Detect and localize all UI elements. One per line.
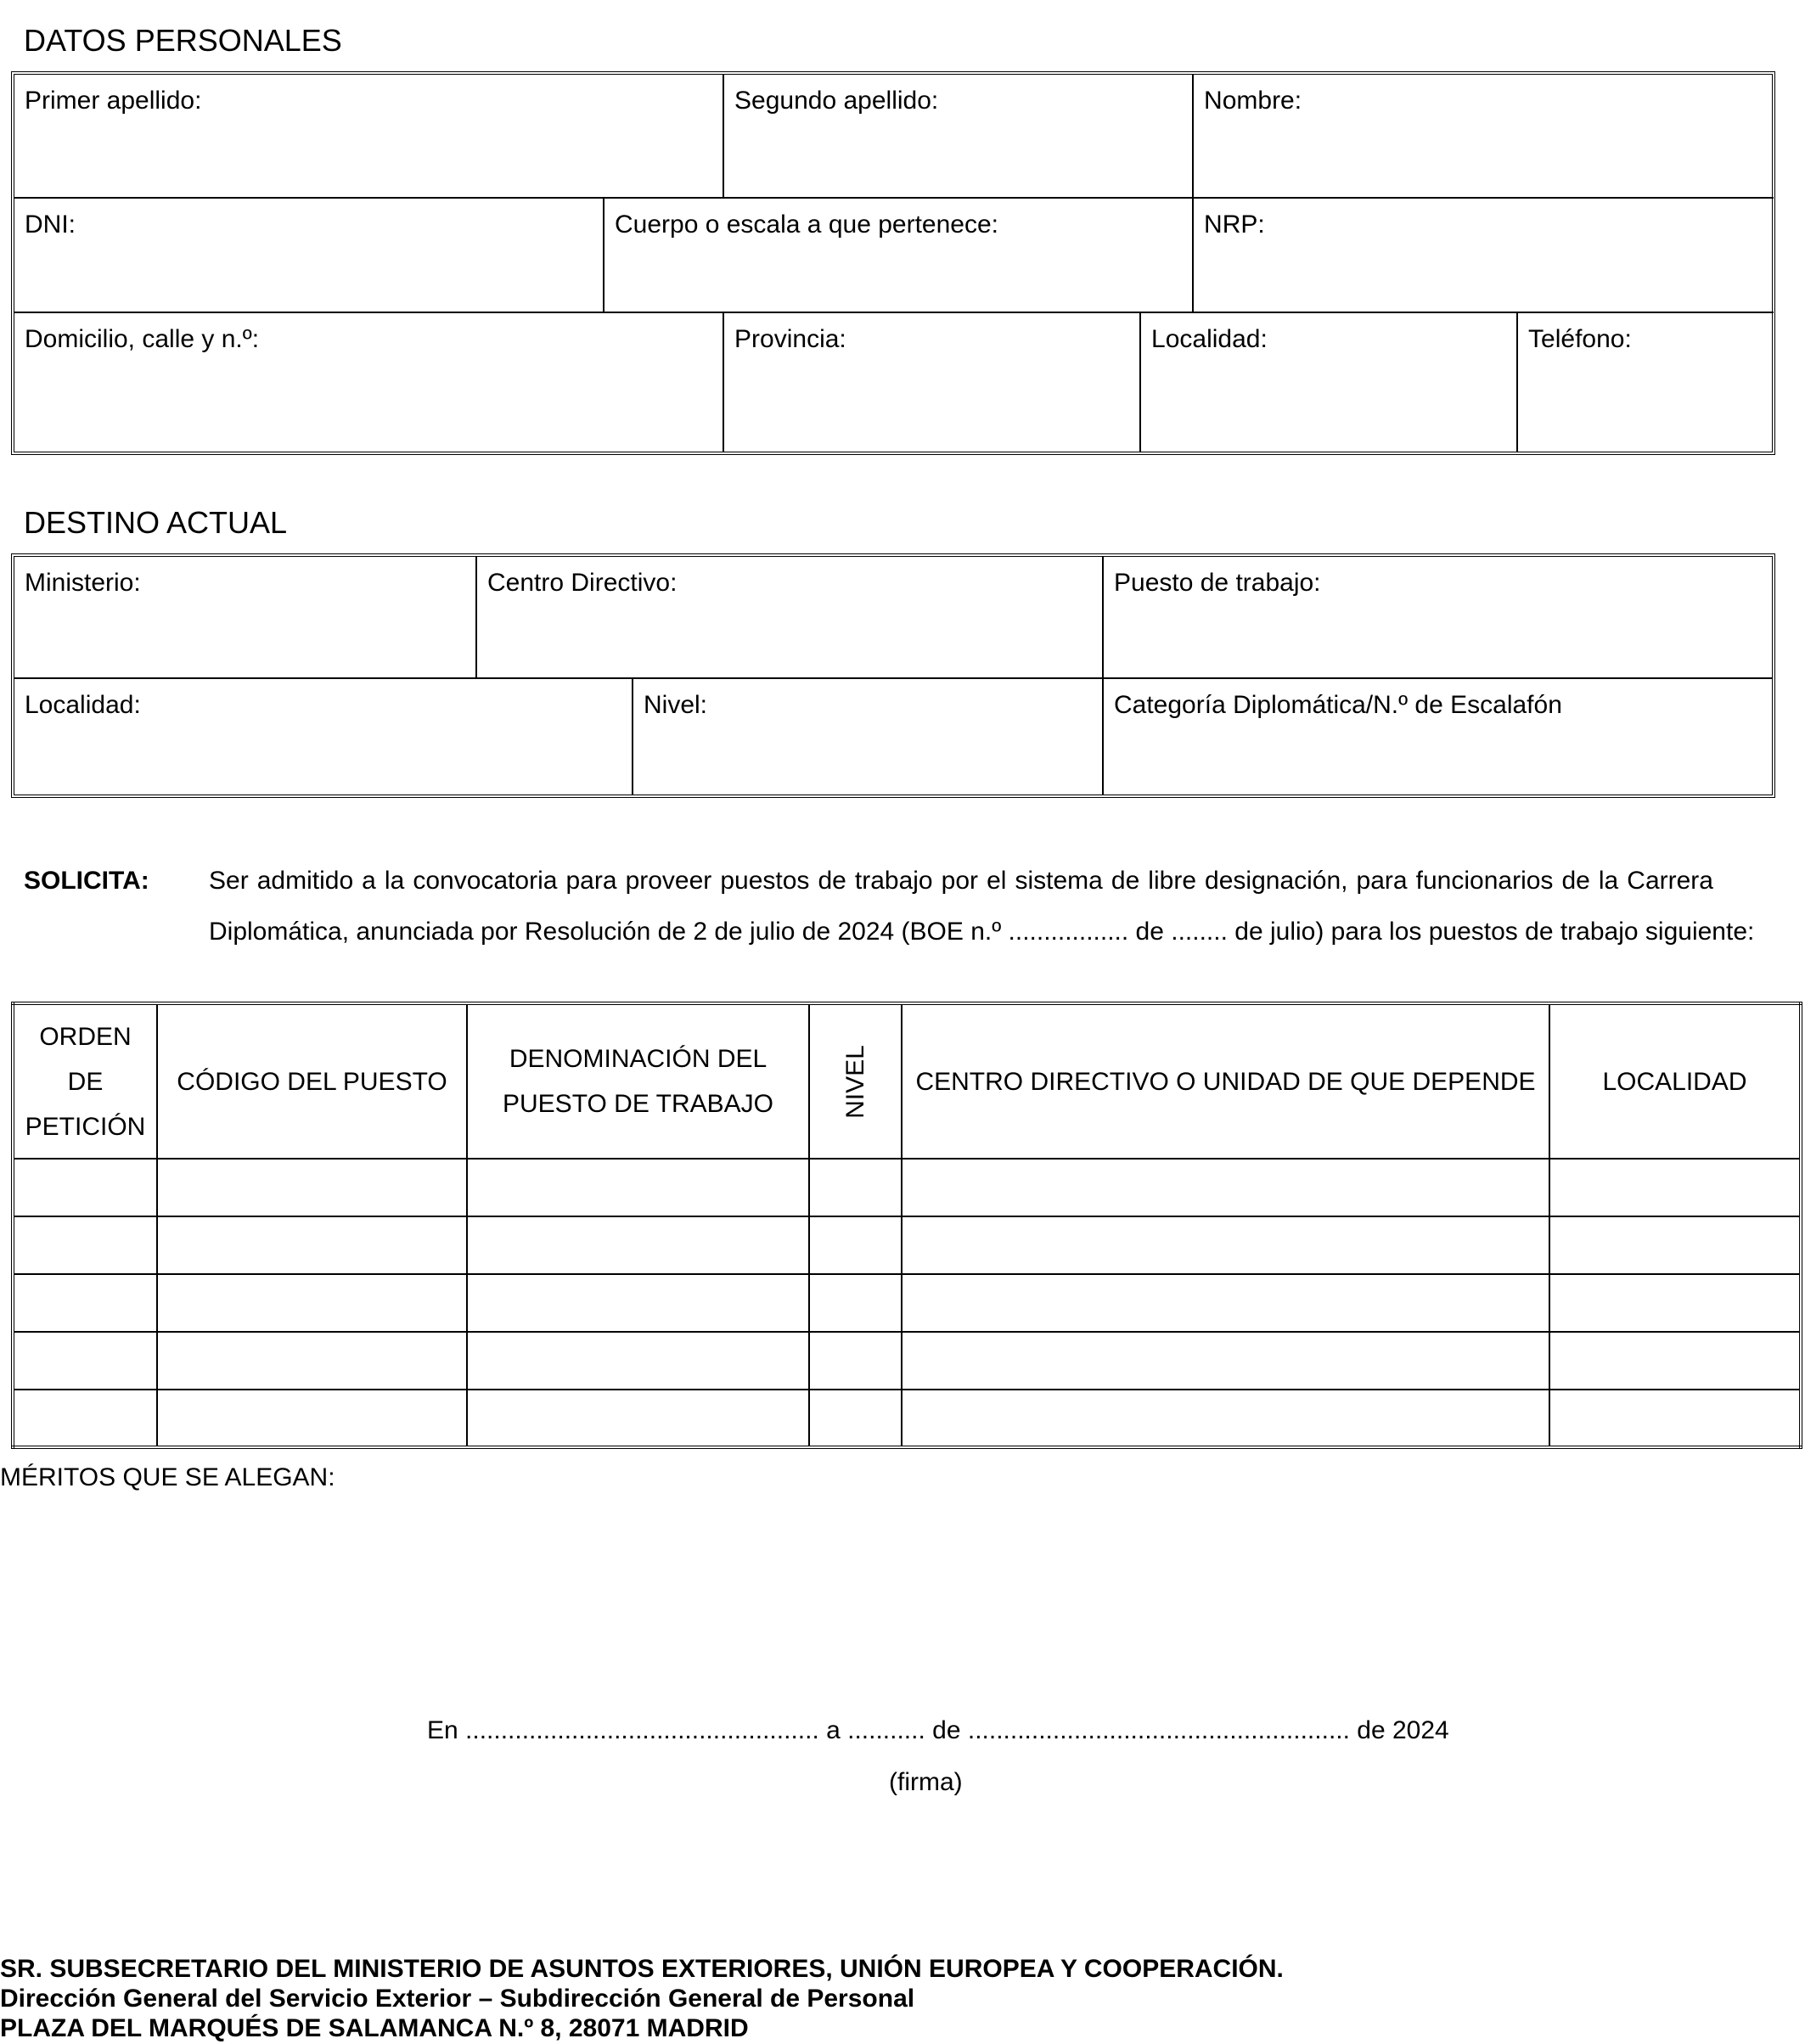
- localidad-destino-label: Localidad:: [25, 691, 141, 719]
- nivel-label: Nivel:: [644, 691, 708, 719]
- orden-header-line-1: ORDEN: [39, 1022, 132, 1051]
- destino-actual-title: DESTINO ACTUAL: [24, 505, 288, 540]
- denominacion-header-line-2: PUESTO DE TRABAJO: [503, 1090, 773, 1118]
- table-row: [13, 1332, 1801, 1390]
- solicita-label: SOLICITA:: [24, 867, 149, 895]
- table-cell[interactable]: [809, 1332, 902, 1390]
- ministerio-field[interactable]: [14, 557, 476, 678]
- telefono-label: Teléfono:: [1528, 325, 1632, 353]
- solicita-line-2: Diplomática, anunciada por Resolución de 2 de julio de 2024 (BOE n.º ................. de ........ de julio) para los puestos de trabajo siguiente:: [209, 918, 1755, 946]
- telefono-field[interactable]: [1517, 312, 1774, 452]
- footer-addressee: SR. SUBSECRETARIO DEL MINISTERIO DE ASUNTOS EXTERIORES, UNIÓN EUROPEA Y COOPERACIÓN.: [0, 1955, 1284, 1983]
- dni-label: DNI:: [25, 211, 76, 239]
- table-cell[interactable]: [809, 1390, 902, 1447]
- codigo-puesto-header: CÓDIGO DEL PUESTO: [157, 1003, 467, 1159]
- ministerio-label: Ministerio:: [25, 569, 141, 597]
- solicita-line-1: Ser admitido a la convocatoria para proveer puestos de trabajo por el sistema de libre designación, para funcionarios de la Carrera: [209, 867, 1713, 895]
- nombre-label: Nombre:: [1204, 87, 1302, 115]
- denominacion-header: [467, 1003, 809, 1159]
- localidad-destino-field[interactable]: [14, 678, 633, 795]
- table-cell[interactable]: [809, 1159, 902, 1216]
- puestos-header-row: [13, 1003, 1801, 1159]
- nrp-label: NRP:: [1204, 211, 1265, 239]
- categoria-label: Categoría Diplomática/N.º de Escalafón: [1114, 691, 1562, 719]
- nrp-field[interactable]: [1193, 198, 1774, 312]
- table-row: [13, 1159, 1801, 1216]
- footer-department: Dirección General del Servicio Exterior – Subdirección General de Personal: [0, 1985, 915, 2013]
- datos-personales-frame: [11, 71, 1775, 455]
- date-line: En .................................................. a ........... de ...................................................... de 2024: [427, 1716, 1449, 1744]
- table-cell[interactable]: [13, 1332, 157, 1390]
- localidad-personal-field[interactable]: [1140, 312, 1517, 452]
- signature-label: (firma): [889, 1768, 963, 1796]
- primer-apellido-field[interactable]: [14, 75, 723, 198]
- table-cell[interactable]: [1549, 1159, 1801, 1216]
- table-cell[interactable]: [13, 1390, 157, 1447]
- cuerpo-label: Cuerpo o escala a que pertenece:: [615, 211, 998, 239]
- table-cell[interactable]: [902, 1390, 1549, 1447]
- cuerpo-field[interactable]: [604, 198, 1193, 312]
- table-cell[interactable]: [157, 1159, 467, 1216]
- table-cell[interactable]: [809, 1216, 902, 1274]
- table-cell[interactable]: [467, 1159, 809, 1216]
- table-cell[interactable]: [13, 1159, 157, 1216]
- orden-header-line-2: DE: [67, 1067, 104, 1096]
- localidad-personal-label: Localidad:: [1151, 325, 1268, 353]
- nivel-header: [809, 1003, 902, 1159]
- table-row: [13, 1216, 1801, 1274]
- destino-actual-frame: [11, 553, 1775, 798]
- table-cell[interactable]: [1549, 1216, 1801, 1274]
- table-cell[interactable]: [157, 1390, 467, 1447]
- segundo-apellido-field[interactable]: [723, 75, 1193, 198]
- centro-directivo-label: Centro Directivo:: [487, 569, 678, 597]
- table-row: [13, 1274, 1801, 1332]
- primer-apellido-label: Primer apellido:: [25, 87, 202, 115]
- domicilio-field[interactable]: [14, 312, 723, 452]
- table-cell[interactable]: [157, 1216, 467, 1274]
- provincia-label: Provincia:: [734, 325, 846, 353]
- table-cell[interactable]: [157, 1332, 467, 1390]
- dni-field[interactable]: [14, 198, 604, 312]
- nivel-header-label: NIVEL: [841, 1044, 869, 1119]
- table-cell[interactable]: [467, 1390, 809, 1447]
- nombre-field[interactable]: [1193, 75, 1774, 198]
- categoria-field[interactable]: [1103, 678, 1772, 795]
- table-row: [13, 1390, 1801, 1447]
- puestos-table: [11, 1002, 1802, 1449]
- table-cell[interactable]: [902, 1216, 1549, 1274]
- footer-address: PLAZA DEL MARQUÉS DE SALAMANCA N.º 8, 28071 MADRID: [0, 2014, 749, 2042]
- table-cell[interactable]: [902, 1332, 1549, 1390]
- table-cell[interactable]: [902, 1159, 1549, 1216]
- table-cell[interactable]: [1549, 1274, 1801, 1332]
- localidad-header: LOCALIDAD: [1549, 1003, 1801, 1159]
- table-cell[interactable]: [1549, 1332, 1801, 1390]
- table-cell[interactable]: [467, 1274, 809, 1332]
- meritos-label: MÉRITOS QUE SE ALEGAN:: [0, 1463, 335, 1491]
- table-cell[interactable]: [13, 1274, 157, 1332]
- centro-directivo-field[interactable]: [476, 557, 1103, 678]
- denominacion-header-line-1: DENOMINACIÓN DEL: [509, 1045, 768, 1073]
- orden-peticion-header: [13, 1003, 157, 1159]
- nivel-field[interactable]: [633, 678, 1103, 795]
- puesto-trabajo-field[interactable]: [1103, 557, 1772, 678]
- segundo-apellido-label: Segundo apellido:: [734, 87, 939, 115]
- datos-personales-title: DATOS PERSONALES: [24, 23, 342, 58]
- meritos-area[interactable]: [0, 1497, 1791, 1693]
- provincia-field[interactable]: [723, 312, 1140, 452]
- table-cell[interactable]: [902, 1274, 1549, 1332]
- table-cell[interactable]: [1549, 1390, 1801, 1447]
- puesto-trabajo-label: Puesto de trabajo:: [1114, 569, 1321, 597]
- table-cell[interactable]: [467, 1332, 809, 1390]
- table-cell[interactable]: [13, 1216, 157, 1274]
- orden-header-line-3: PETICIÓN: [25, 1112, 146, 1141]
- centro-directivo-header: CENTRO DIRECTIVO O UNIDAD DE QUE DEPENDE: [902, 1003, 1549, 1159]
- table-cell[interactable]: [157, 1274, 467, 1332]
- table-cell[interactable]: [809, 1274, 902, 1332]
- table-cell[interactable]: [467, 1216, 809, 1274]
- domicilio-label: Domicilio, calle y n.º:: [25, 325, 260, 353]
